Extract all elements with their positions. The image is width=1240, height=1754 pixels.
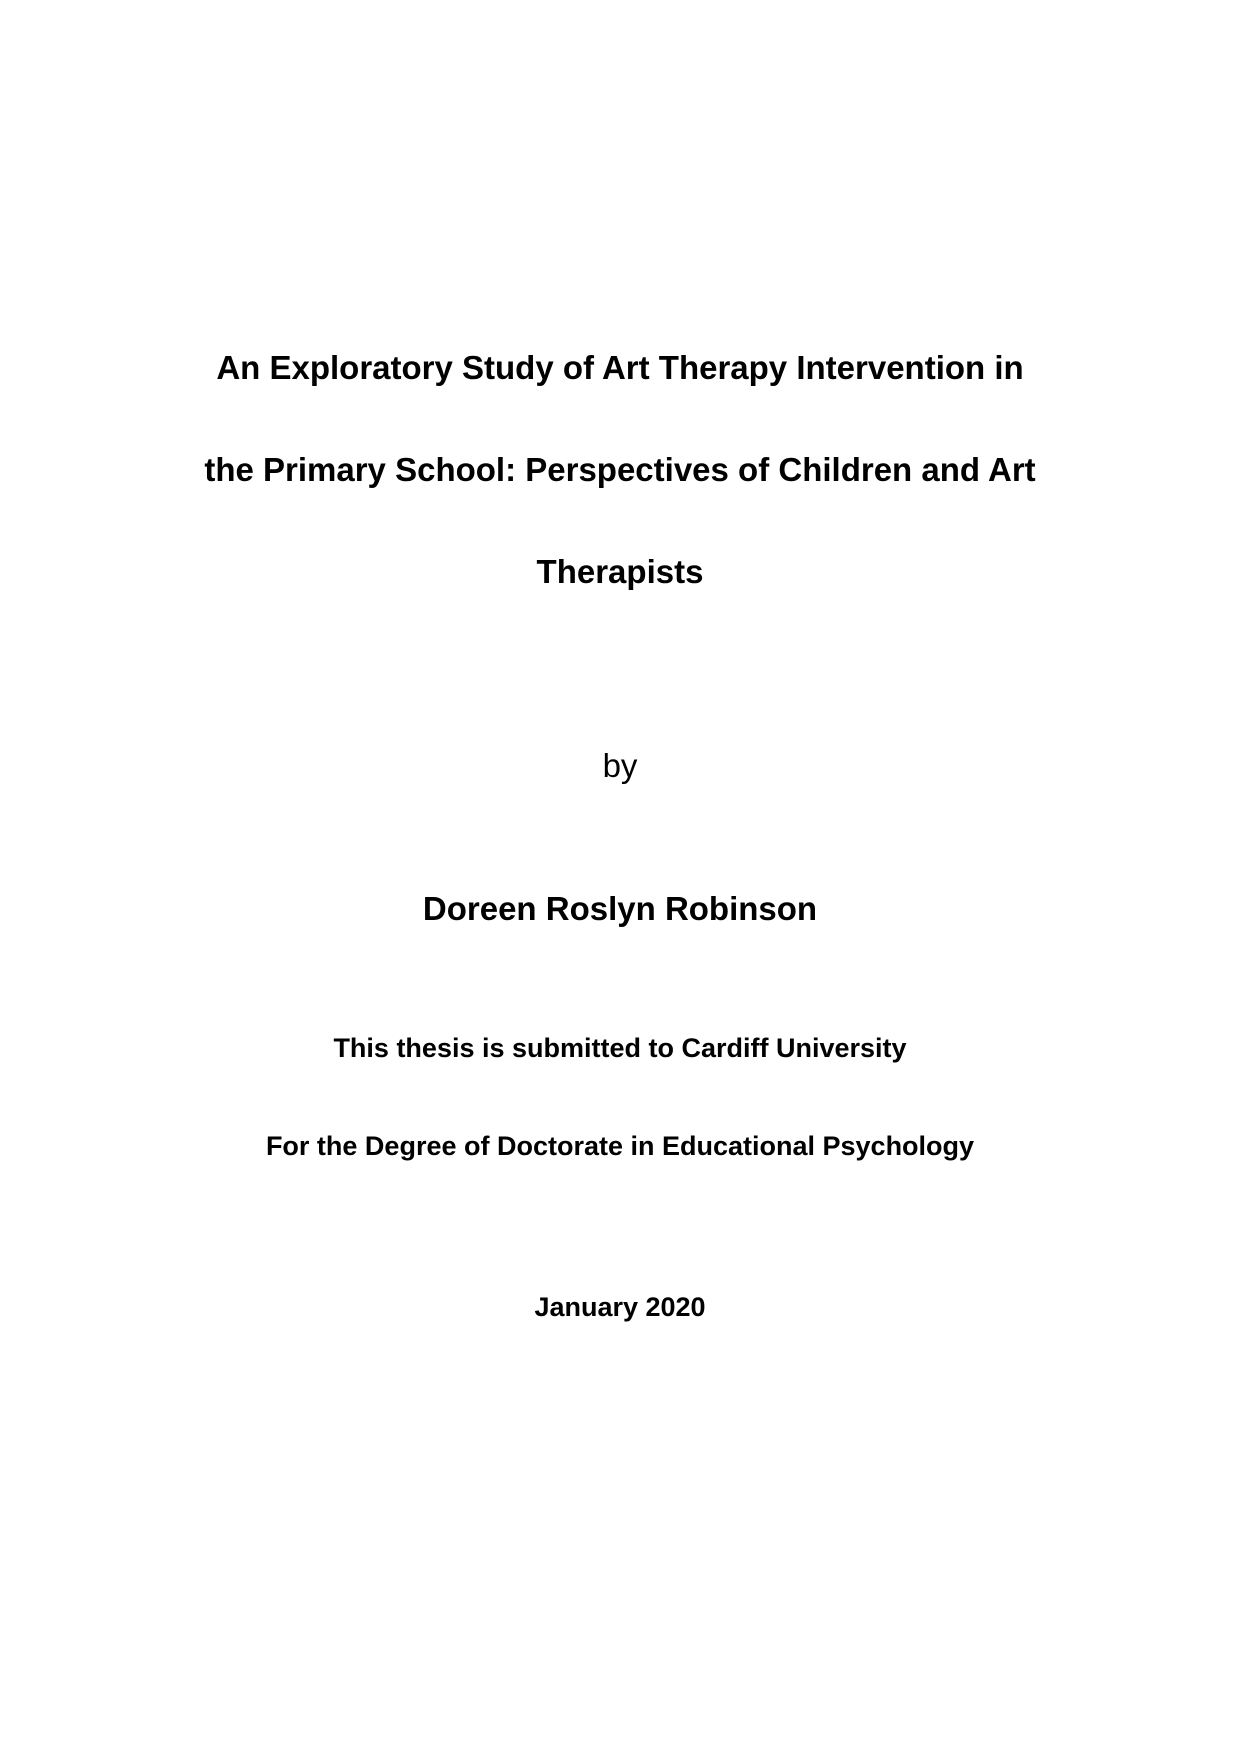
submission-statement: This thesis is submitted to Cardiff University <box>333 1033 907 1063</box>
submission-date: January 2020 <box>534 1292 706 1322</box>
thesis-title-line-2: the Primary School: Perspectives of Children and Art <box>204 451 1036 488</box>
thesis-title-line-3: Therapists <box>536 553 704 590</box>
by-label: by <box>602 747 638 784</box>
thesis-title-line-1: An Exploratory Study of Art Therapy Intervention in <box>216 349 1024 386</box>
degree-statement: For the Degree of Doctorate in Educational Psychology <box>265 1131 975 1161</box>
author-name: Doreen Roslyn Robinson <box>422 890 818 927</box>
